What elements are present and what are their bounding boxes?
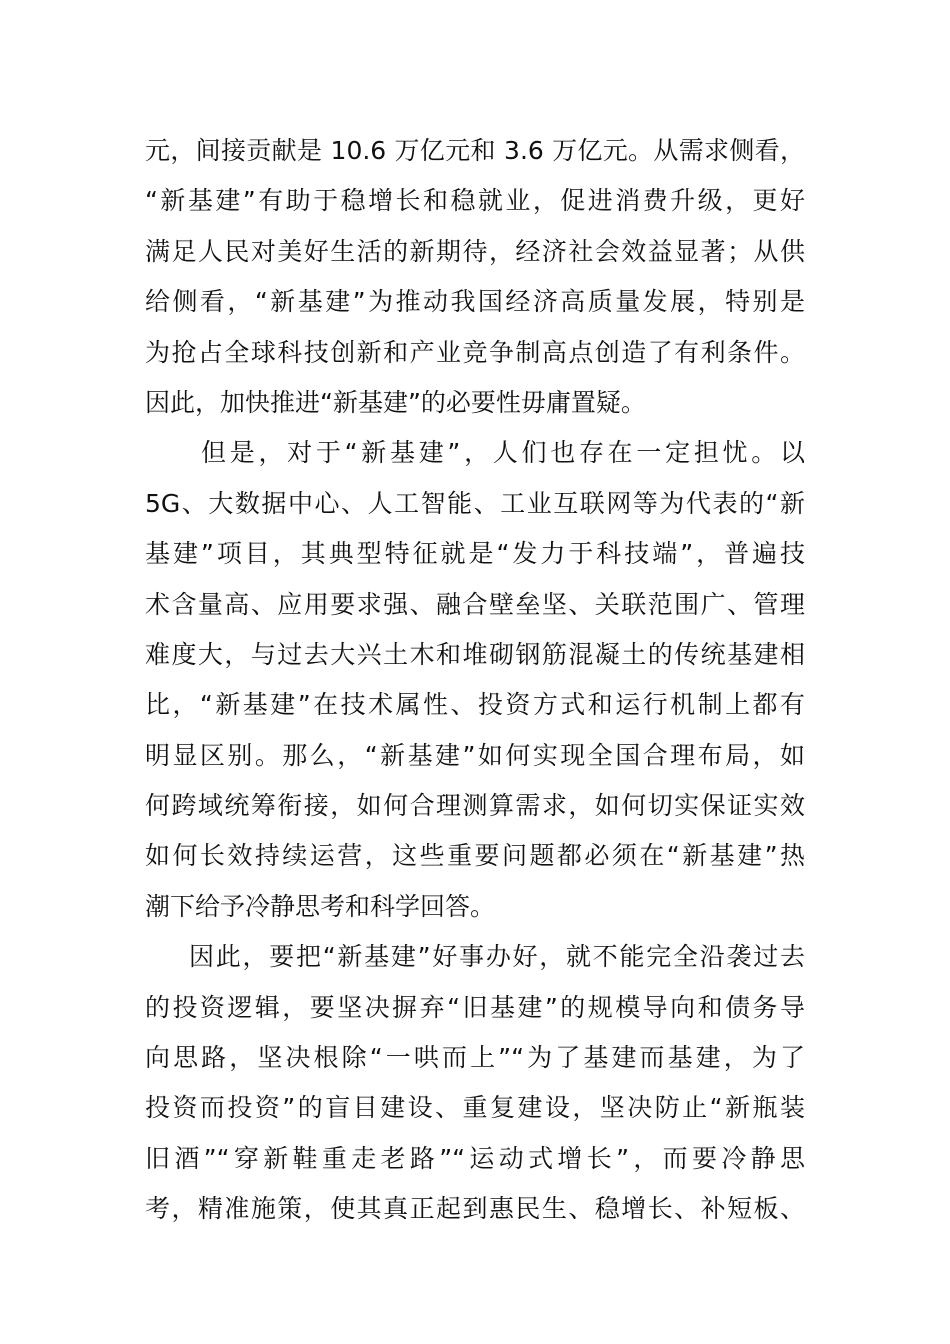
text-line: “新基建”有助于稳增长和稳就业，促进消费升级，更好 — [145, 186, 805, 216]
text-line: 难度大，与过去大兴土木和堆砌钢筋混凝土的传统基建相 — [145, 639, 805, 669]
text-line: 的投资逻辑，要坚决摒弃“旧基建”的规模导向和债务导 — [145, 992, 805, 1022]
text-line: 术含量高、应用要求强、融合壁垒坚、关联范围广、管理 — [145, 589, 805, 619]
text-line: 5G、大数据中心、人工智能、工业互联网等为代表的“新 — [145, 488, 805, 518]
text-line: 为抢占全球科技创新和产业竞争制高点创造了有利条件。 — [145, 337, 805, 367]
paragraph-first-line: 因此，要把“新基建”好事办好，就不能完全沿袭过去 — [189, 942, 805, 972]
text-line: 潮下给予冷静思考和科学回答。 — [145, 891, 496, 921]
paragraph-first-line: 但是，对于“新基建”，人们也存在一定担忧。以 — [201, 438, 805, 468]
text-line: 考，精准施策，使其真正起到惠民生、稳增长、补短板、 — [145, 1194, 805, 1224]
text-line: 明显区别。那么，“新基建”如何实现全国合理布局，如 — [145, 740, 805, 770]
text-line: 因此，加快推进“新基建”的必要性毋庸置疑。 — [145, 387, 646, 417]
text-line: 向思路，坚决根除“一哄而上”“为了基建而基建，为了 — [145, 1043, 805, 1073]
text-line: 如何长效持续运营，这些重要问题都必须在“新基建”热 — [145, 841, 805, 871]
text-line: 满足人民对美好生活的新期待，经济社会效益显著；从供 — [145, 236, 805, 266]
text-line: 何跨域统筹衔接，如何合理测算需求，如何切实保证实效 — [145, 791, 805, 821]
text-line: 给侧看，“新基建”为推动我国经济高质量发展，特别是 — [145, 287, 805, 317]
text-line: 旧酒”“穿新鞋重走老路”“运动式增长”，而要冷静思 — [145, 1143, 805, 1173]
text-line: 投资而投资”的盲目建设、重复建设，坚决防止“新瓶装 — [145, 1093, 805, 1123]
body-text — [145, 126, 810, 1235]
text-line: 元，间接贡献是 10.6 万亿元和 3.6 万亿元。从需求侧看， — [145, 136, 805, 165]
text-line: 基建”项目，其典型特征就是“发力于科技端”，普遍技 — [145, 539, 805, 569]
text-line: 比，“新基建”在技术属性、投资方式和运行机制上都有 — [145, 690, 805, 720]
